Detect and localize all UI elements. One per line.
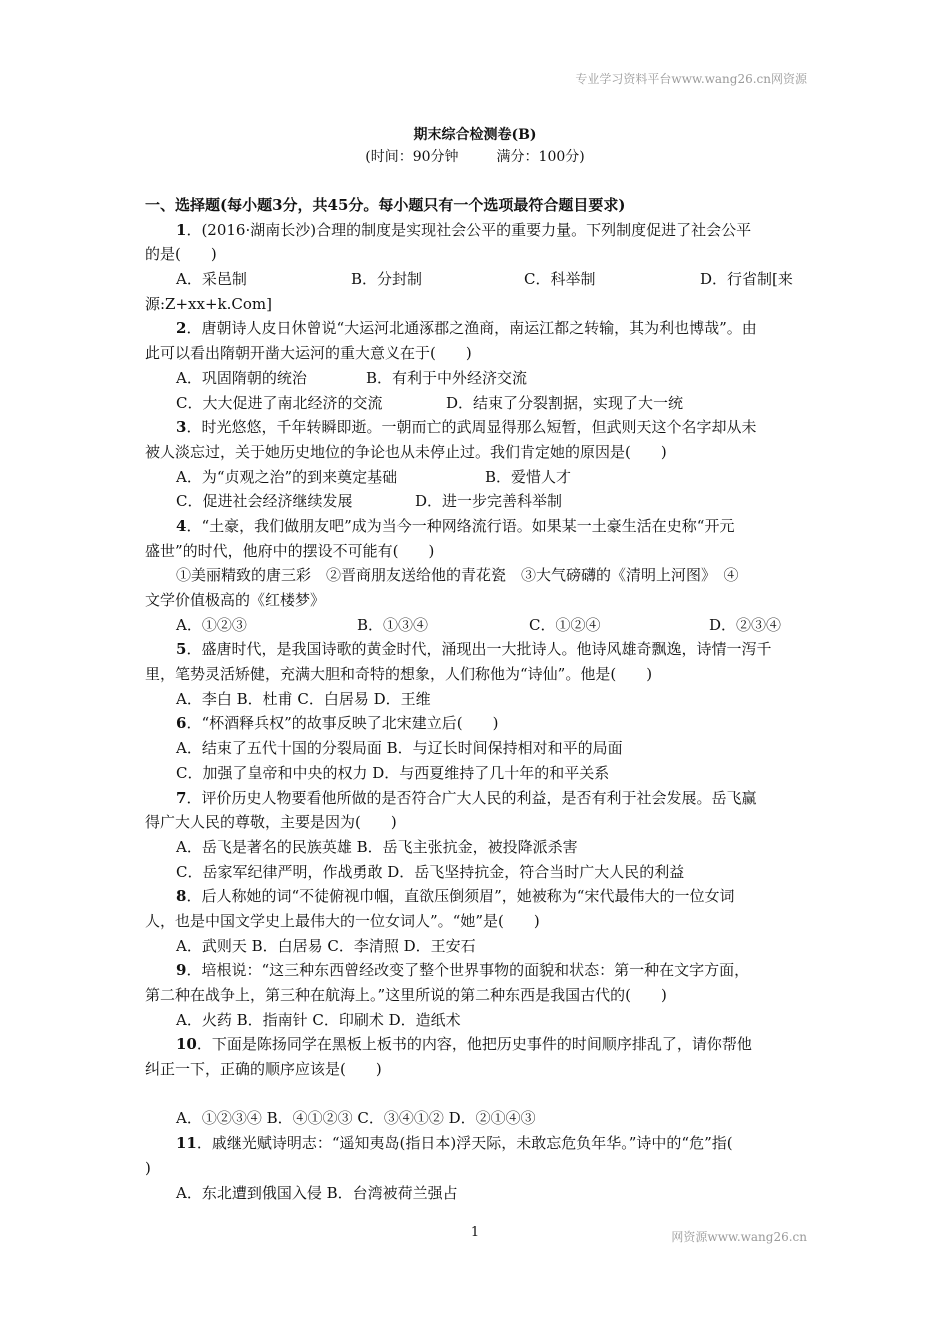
question-number: 1 [176,220,187,239]
option-d: D．进一步完善科举制 [415,492,563,511]
source-note: 源:Z+xx+k.Com] [145,294,272,313]
options-row: C．加强了皇帝和中央的权力 D．与西夏维持了几十年的和平关系 [176,763,610,782]
options-row [145,267,807,292]
option-b: B．有利于中外经济交流 [366,368,528,387]
question-text: ．“杯酒释兵权”的故事反映了北宋建立后( ) [186,714,499,733]
options-row: A．结束了五代十国的分裂局面 B．与辽长时间保持相对和平的局面 [176,739,623,758]
option-a: A．采邑制 [176,270,247,289]
question-number: 6 [176,714,187,733]
options-row: A．李白 B．杜甫 C．白居易 D．王维 [176,689,431,708]
options-row [145,366,807,391]
option-c: C．促进社会经济继续发展 [176,492,353,511]
question-9 [145,958,807,983]
question-text: ．后人称她的词“不徒俯视巾帼，直欲压倒须眉”，她被称为“宋代最伟大的一位女词 [186,887,735,906]
exam-time: (时间：90分钟 [365,149,459,165]
question-2 [145,316,807,341]
question-items: ①美丽精致的唐三彩 ②晋商朋友送给他的青花瓷 ③大气磅礴的《清明上河图》 ④ [176,566,739,585]
question-text-cont: 里，笔势灵活矫健，充满大胆和奇特的想象，人们称他为“诗仙”。他是( ) [145,665,653,684]
page-title: 期末综合检测卷(B) [413,127,537,143]
question-list [145,193,807,1205]
blank-line [145,1082,807,1107]
question-text: ．培根说：“这三种东西曾经改变了整个世界事物的面貌和状态：第一种在文字方面， [186,961,750,980]
question-number: 5 [176,640,187,659]
options-row: A．武则天 B．白居易 C．李清照 D．王安石 [176,936,476,955]
question-11 [145,1131,807,1156]
question-number: 8 [176,887,187,906]
question-number: 2 [176,319,187,338]
footer-watermark: 网资源www.wang26.cn [671,1230,807,1244]
section-heading: 一、选择题(每小题3分，共45分。每小题只有一个选项最符合题目要求) [145,196,626,214]
question-text-cont: 得广大人民的尊敬，主要是因为( ) [145,813,397,832]
option-a: A．①②③ [176,615,247,634]
question-number: 9 [176,961,187,980]
option-c: C．大大促进了南北经济的交流 [176,393,383,412]
page-number: 1 [470,1225,480,1240]
options-row: C．岳家军纪律严明，作战勇敢 D．岳飞坚持抗金，符合当时广大人民的利益 [176,862,685,881]
question-number: 11 [176,1134,197,1153]
question-text: ．盛唐时代，是我国诗歌的黄金时代，涌现出一大批诗人。他诗风雄奇飘逸，诗情一泻千 [186,640,772,659]
question-8 [145,884,807,909]
question-6 [145,711,807,736]
options-row: A．火药 B．指南针 C．印刷术 D．造纸术 [176,1010,461,1029]
option-c: C．科举制 [524,270,596,289]
question-text: ．下面是陈扬同学在黑板上板书的内容，他把历史事件的时间顺序排乱了，请你帮他 [196,1035,752,1054]
question-7 [145,786,807,811]
question-number: 10 [176,1035,197,1054]
question-number: 7 [176,788,187,807]
question-number: 4 [176,516,187,535]
options-row: A．①②③④ B．④①②③ C．③④①② D．②①④③ [176,1109,536,1128]
options-row: A．岳飞是著名的民族英雄 B．岳飞主张抗金，被投降派杀害 [176,837,578,856]
option-d: D．行省制[来 [700,270,793,289]
question-4 [145,514,807,539]
question-text-cont: 人，也是中国文学史上最伟大的一位女词人”。“她”是( ) [145,911,540,930]
question-10 [145,1032,807,1057]
option-b: B．①③④ [357,615,429,634]
question-3 [145,415,807,440]
question-text-cont: 的是( ) [145,245,217,264]
question-5 [145,637,807,662]
options-row [145,489,807,514]
option-b: B．分封制 [351,270,423,289]
question-text-cont: ) [145,1158,151,1177]
option-c: C．①②④ [529,615,601,634]
header-watermark: 专业学习资料平台www.wang26.cn网资源 [575,72,807,86]
question-number: 3 [176,418,187,437]
option-a: A．巩固隋朝的统治 [176,368,307,387]
question-text-cont: 被人淡忘过，关于她历史地位的争论也从未停止过。我们肯定她的原因是( ) [145,442,667,461]
option-b: B．爱惜人才 [485,467,572,486]
question-text: ．(2016·湖南长沙)合理的制度是实现社会公平的重要力量。下列制度促进了社会公平 [186,220,752,239]
options-row: A．东北遭到俄国入侵 B．台湾被荷兰强占 [176,1183,458,1202]
question-text: ．“土豪，我们做朋友吧”成为当今一种网络流行语。如果某一土豪生活在史称“开元 [186,516,735,535]
option-d: D．结束了分裂割据，实现了大一统 [446,393,684,412]
question-text-cont: 第二种在战争上，第三种在航海上。”这里所说的第二种东西是我国古代的( ) [145,986,667,1004]
question-text: ．评价历史人物要看他所做的是否符合广大人民的利益，是否有利于社会发展。岳飞赢 [186,788,757,807]
exam-score: 满分：100分) [496,149,585,165]
exam-info [0,146,950,166]
options-row [145,465,807,490]
question-text-cont: 此可以看出隋朝开凿大运河的重大意义在于( ) [145,344,472,363]
question-text: ．时光悠悠，千年转瞬即逝。一朝而亡的武周显得那么短暂，但武则天这个名字却从未 [186,418,757,437]
option-d: D．②③④ [709,615,782,634]
question-text: ．戚继光赋诗明志：“遥知夷岛(指日本)浮天际，未敢忘危负年华。”诗中的“危”指( [196,1134,733,1153]
question-1 [145,218,807,243]
option-a: A．为“贞观之治”的到来奠定基础 [176,467,398,486]
options-row [145,391,807,416]
question-text-cont: 盛世”的时代，他府中的摆设不可能有( ) [145,541,435,560]
question-text-cont: 纠正一下，正确的顺序应该是( ) [145,1060,382,1079]
question-items-cont: 文学价值极高的《红楼梦》 [145,591,326,609]
question-text: ．唐朝诗人皮日休曾说“大运河北通涿郡之渔商，南运江都之转输，其为利也博哉”。由 [186,319,757,338]
options-row [145,613,807,638]
